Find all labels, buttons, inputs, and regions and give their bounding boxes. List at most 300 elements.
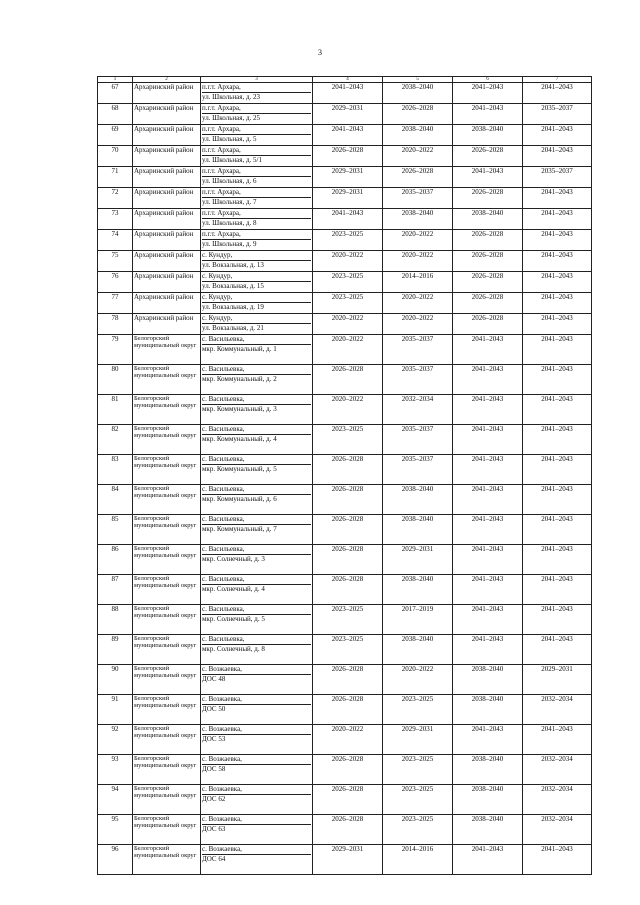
row-number-cell: 70 bbox=[98, 146, 133, 167]
period-cell-col7: 2041–2043 bbox=[523, 425, 592, 455]
period-cell-col7: 2041–2043 bbox=[523, 83, 592, 104]
period-cell-col5: 2035–2037 bbox=[383, 455, 453, 485]
period-cell-col7: 2035–2037 bbox=[523, 104, 592, 125]
period-cell-col6: 2038–2040 bbox=[453, 695, 523, 725]
address-cell bbox=[201, 815, 313, 845]
district-cell: Архаринский район bbox=[133, 314, 201, 335]
address-cell bbox=[201, 272, 313, 293]
table-row bbox=[98, 485, 592, 515]
address-line-1: с. Васильевка, bbox=[202, 335, 311, 345]
district-cell: Белогорский муниципальный округ bbox=[133, 455, 201, 485]
address-line-1: с. Васильевка, bbox=[202, 425, 311, 435]
header-cell: 5 bbox=[383, 77, 453, 83]
period-cell-col6: 2038–2040 bbox=[453, 209, 523, 230]
district-cell: Архаринский район bbox=[133, 293, 201, 314]
district-cell: Архаринский район bbox=[133, 125, 201, 146]
period-cell-col6: 2038–2040 bbox=[453, 755, 523, 785]
address-line-1: с. Кундур, bbox=[202, 314, 311, 324]
address-line-1: п.г.т. Архара, bbox=[202, 146, 311, 156]
address-line-1: с. Васильевка, bbox=[202, 395, 311, 405]
period-cell-col4: 2029–2031 bbox=[313, 167, 383, 188]
period-cell-col4: 2026–2028 bbox=[313, 785, 383, 815]
district-cell: Белогорский муниципальный округ bbox=[133, 635, 201, 665]
district-cell: Белогорский муниципальный округ bbox=[133, 695, 201, 725]
period-cell-col6: 2041–2043 bbox=[453, 104, 523, 125]
address-cell bbox=[201, 845, 313, 875]
period-cell-col4: 2026–2028 bbox=[313, 815, 383, 845]
period-cell-col5: 2038–2040 bbox=[383, 83, 453, 104]
period-cell-col5: 2035–2037 bbox=[383, 335, 453, 365]
period-cell-col6: 2041–2043 bbox=[453, 545, 523, 575]
row-number-cell: 84 bbox=[98, 485, 133, 515]
address-line-1: п.г.т. Архара, bbox=[202, 83, 311, 93]
address-line-1: с. Кундур, bbox=[202, 251, 311, 261]
table-row bbox=[98, 635, 592, 665]
period-cell-col5: 2023–2025 bbox=[383, 695, 453, 725]
period-cell-col7: 2041–2043 bbox=[523, 485, 592, 515]
address-cell bbox=[201, 665, 313, 695]
district-cell: Архаринский район bbox=[133, 251, 201, 272]
period-cell-col5: 2035–2037 bbox=[383, 425, 453, 455]
period-cell-col7: 2032–2034 bbox=[523, 755, 592, 785]
period-cell-col6: 2026–2028 bbox=[453, 146, 523, 167]
address-cell bbox=[201, 395, 313, 425]
district-cell: Архаринский район bbox=[133, 209, 201, 230]
address-line-1: с. Возжаевка, bbox=[202, 695, 311, 705]
district-cell: Белогорский муниципальный округ bbox=[133, 485, 201, 515]
header-cell: 1 bbox=[98, 77, 133, 83]
address-line-1: с. Васильевка, bbox=[202, 515, 311, 525]
period-cell-col7: 2041–2043 bbox=[523, 455, 592, 485]
period-cell-col7: 2041–2043 bbox=[523, 395, 592, 425]
address-line-1: с. Возжаевка, bbox=[202, 755, 311, 765]
district-cell: Белогорский муниципальный округ bbox=[133, 515, 201, 545]
period-cell-col4: 2029–2031 bbox=[313, 188, 383, 209]
address-cell bbox=[201, 515, 313, 545]
row-number-cell: 67 bbox=[98, 83, 133, 104]
period-cell-col4: 2026–2028 bbox=[313, 665, 383, 695]
address-cell bbox=[201, 83, 313, 104]
period-cell-col4: 2026–2028 bbox=[313, 695, 383, 725]
row-number-cell: 73 bbox=[98, 209, 133, 230]
address-cell bbox=[201, 545, 313, 575]
address-cell bbox=[201, 230, 313, 251]
address-cell bbox=[201, 635, 313, 665]
address-line-2: ДОС 48 bbox=[202, 674, 226, 683]
address-cell bbox=[201, 485, 313, 515]
period-cell-col6: 2038–2040 bbox=[453, 815, 523, 845]
page-number: 3 bbox=[318, 48, 322, 57]
address-line-2: ул. Вокзальная, д. 13 bbox=[202, 260, 264, 269]
period-cell-col6: 2041–2043 bbox=[453, 83, 523, 104]
period-cell-col7: 2041–2043 bbox=[523, 293, 592, 314]
district-cell: Белогорский муниципальный округ bbox=[133, 365, 201, 395]
address-line-2: ул. Вокзальная, д. 21 bbox=[202, 323, 264, 332]
address-line-1: с. Возжаевка, bbox=[202, 665, 311, 675]
district-cell: Белогорский муниципальный округ bbox=[133, 725, 201, 755]
period-cell-col4: 2023–2025 bbox=[313, 425, 383, 455]
table-row bbox=[98, 395, 592, 425]
address-line-1: с. Возжаевка, bbox=[202, 815, 311, 825]
address-cell bbox=[201, 695, 313, 725]
address-line-2: мкр. Солнечный, д. 3 bbox=[202, 554, 265, 563]
period-cell-col4: 2020–2022 bbox=[313, 725, 383, 755]
period-cell-col5: 2017–2019 bbox=[383, 605, 453, 635]
period-cell-col7: 2041–2043 bbox=[523, 335, 592, 365]
address-cell bbox=[201, 785, 313, 815]
address-cell bbox=[201, 455, 313, 485]
address-line-1: с. Возжаевка, bbox=[202, 785, 311, 795]
address-line-2: ул. Вокзальная, д. 19 bbox=[202, 302, 264, 311]
period-cell-col5: 2014–2016 bbox=[383, 845, 453, 875]
period-cell-col6: 2041–2043 bbox=[453, 395, 523, 425]
table-row bbox=[98, 230, 592, 251]
period-cell-col6: 2038–2040 bbox=[453, 665, 523, 695]
period-cell-col5: 2026–2028 bbox=[383, 167, 453, 188]
address-line-2: ДОС 64 bbox=[202, 854, 226, 863]
address-line-2: мкр. Коммунальный, д. 5 bbox=[202, 464, 277, 473]
address-line-2: ул. Школьная, д. 5 bbox=[202, 134, 257, 143]
period-cell-col4: 2041–2043 bbox=[313, 83, 383, 104]
period-cell-col5: 2023–2025 bbox=[383, 815, 453, 845]
address-line-1: с. Васильевка, bbox=[202, 575, 311, 585]
period-cell-col6: 2041–2043 bbox=[453, 335, 523, 365]
address-cell bbox=[201, 104, 313, 125]
table-row bbox=[98, 83, 592, 104]
address-cell bbox=[201, 575, 313, 605]
table-row bbox=[98, 545, 592, 575]
period-cell-col7: 2029–2031 bbox=[523, 665, 592, 695]
address-line-1: с. Васильевка, bbox=[202, 605, 311, 615]
row-number-cell: 87 bbox=[98, 575, 133, 605]
address-line-2: мкр. Солнечный, д. 4 bbox=[202, 584, 265, 593]
period-cell-col6: 2026–2028 bbox=[453, 230, 523, 251]
row-number-cell: 96 bbox=[98, 845, 133, 875]
period-cell-col5: 2038–2040 bbox=[383, 125, 453, 146]
table-row bbox=[98, 209, 592, 230]
period-cell-col6: 2026–2028 bbox=[453, 188, 523, 209]
address-line-2: ул. Школьная, д. 8 bbox=[202, 218, 257, 227]
period-cell-col5: 2020–2022 bbox=[383, 230, 453, 251]
period-cell-col7: 2041–2043 bbox=[523, 230, 592, 251]
district-cell: Белогорский муниципальный округ bbox=[133, 605, 201, 635]
period-cell-col4: 2023–2025 bbox=[313, 605, 383, 635]
address-line-2: ДОС 62 bbox=[202, 794, 226, 803]
table-row bbox=[98, 695, 592, 725]
address-cell bbox=[201, 314, 313, 335]
period-cell-col7: 2041–2043 bbox=[523, 209, 592, 230]
row-number-cell: 83 bbox=[98, 455, 133, 485]
table-row bbox=[98, 314, 592, 335]
period-cell-col4: 2029–2031 bbox=[313, 104, 383, 125]
address-line-1: п.г.т. Архара, bbox=[202, 230, 311, 240]
period-cell-col6: 2026–2028 bbox=[453, 293, 523, 314]
address-cell bbox=[201, 335, 313, 365]
row-number-cell: 94 bbox=[98, 785, 133, 815]
period-cell-col4: 2023–2025 bbox=[313, 272, 383, 293]
address-line-1: с. Возжаевка, bbox=[202, 725, 311, 735]
district-cell: Архаринский район bbox=[133, 188, 201, 209]
district-cell: Архаринский район bbox=[133, 167, 201, 188]
period-cell-col7: 2041–2043 bbox=[523, 575, 592, 605]
period-cell-col7: 2041–2043 bbox=[523, 605, 592, 635]
period-cell-col5: 2020–2022 bbox=[383, 293, 453, 314]
table-row bbox=[98, 605, 592, 635]
header-cell: 6 bbox=[453, 77, 523, 83]
address-cell bbox=[201, 188, 313, 209]
period-cell-col6: 2026–2028 bbox=[453, 314, 523, 335]
row-number-cell: 74 bbox=[98, 230, 133, 251]
row-number-cell: 80 bbox=[98, 365, 133, 395]
period-cell-col7: 2035–2037 bbox=[523, 167, 592, 188]
period-cell-col4: 2041–2043 bbox=[313, 125, 383, 146]
period-cell-col4: 2041–2043 bbox=[313, 209, 383, 230]
address-line-2: ул. Школьная, д. 6 bbox=[202, 176, 257, 185]
period-cell-col7: 2041–2043 bbox=[523, 515, 592, 545]
address-line-1: п.г.т. Архара, bbox=[202, 167, 311, 177]
table-row bbox=[98, 575, 592, 605]
address-line-2: ул. Школьная, д. 5/1 bbox=[202, 155, 262, 164]
period-cell-col6: 2041–2043 bbox=[453, 455, 523, 485]
district-cell: Архаринский район bbox=[133, 104, 201, 125]
period-cell-col7: 2041–2043 bbox=[523, 188, 592, 209]
address-line-1: с. Васильевка, bbox=[202, 485, 311, 495]
district-cell: Белогорский муниципальный округ bbox=[133, 575, 201, 605]
district-cell: Белогорский муниципальный округ bbox=[133, 425, 201, 455]
period-cell-col5: 2020–2022 bbox=[383, 665, 453, 695]
table-row bbox=[98, 845, 592, 875]
document-table bbox=[97, 76, 592, 875]
table-row bbox=[98, 755, 592, 785]
address-cell bbox=[201, 167, 313, 188]
table-row bbox=[98, 515, 592, 545]
period-cell-col4: 2026–2028 bbox=[313, 575, 383, 605]
table-row bbox=[98, 785, 592, 815]
period-cell-col5: 2026–2028 bbox=[383, 104, 453, 125]
address-cell bbox=[201, 755, 313, 785]
district-cell: Архаринский район bbox=[133, 146, 201, 167]
period-cell-col7: 2041–2043 bbox=[523, 125, 592, 146]
table-row bbox=[98, 251, 592, 272]
period-cell-col6: 2038–2040 bbox=[453, 125, 523, 146]
period-cell-col7: 2041–2043 bbox=[523, 365, 592, 395]
period-cell-col4: 2023–2025 bbox=[313, 230, 383, 251]
period-cell-col5: 2038–2040 bbox=[383, 485, 453, 515]
district-cell: Архаринский район bbox=[133, 272, 201, 293]
row-number-cell: 89 bbox=[98, 635, 133, 665]
table-row bbox=[98, 167, 592, 188]
district-cell: Белогорский муниципальный округ bbox=[133, 335, 201, 365]
period-cell-col5: 2032–2034 bbox=[383, 395, 453, 425]
period-cell-col6: 2041–2043 bbox=[453, 605, 523, 635]
address-cell bbox=[201, 425, 313, 455]
period-cell-col6: 2041–2043 bbox=[453, 725, 523, 755]
period-cell-col7: 2041–2043 bbox=[523, 146, 592, 167]
table-row bbox=[98, 293, 592, 314]
period-cell-col7: 2041–2043 bbox=[523, 635, 592, 665]
address-cell bbox=[201, 365, 313, 395]
row-number-cell: 77 bbox=[98, 293, 133, 314]
period-cell-col7: 2032–2034 bbox=[523, 785, 592, 815]
address-line-2: ДОС 63 bbox=[202, 824, 226, 833]
table-row bbox=[98, 335, 592, 365]
row-number-cell: 68 bbox=[98, 104, 133, 125]
period-cell-col4: 2026–2028 bbox=[313, 515, 383, 545]
period-cell-col5: 2038–2040 bbox=[383, 635, 453, 665]
address-line-2: мкр. Коммунальный, д. 3 bbox=[202, 404, 277, 413]
address-cell bbox=[201, 293, 313, 314]
address-line-2: ДОС 50 bbox=[202, 704, 226, 713]
header-cell: 3 bbox=[201, 77, 313, 83]
district-cell: Архаринский район bbox=[133, 83, 201, 104]
address-line-2: мкр. Коммунальный, д. 6 bbox=[202, 494, 277, 503]
period-cell-col5: 2020–2022 bbox=[383, 146, 453, 167]
period-cell-col4: 2026–2028 bbox=[313, 545, 383, 575]
period-cell-col5: 2023–2025 bbox=[383, 755, 453, 785]
district-cell: Белогорский муниципальный округ bbox=[133, 845, 201, 875]
period-cell-col4: 2026–2028 bbox=[313, 455, 383, 485]
address-cell bbox=[201, 146, 313, 167]
address-line-2: мкр. Коммунальный, д. 7 bbox=[202, 524, 277, 533]
row-number-cell: 95 bbox=[98, 815, 133, 845]
row-number-cell: 92 bbox=[98, 725, 133, 755]
address-line-1: с. Возжаевка, bbox=[202, 845, 311, 855]
table-body bbox=[98, 83, 592, 875]
table-row bbox=[98, 104, 592, 125]
period-cell-col5: 2020–2022 bbox=[383, 314, 453, 335]
period-cell-col4: 2026–2028 bbox=[313, 365, 383, 395]
period-cell-col7: 2032–2034 bbox=[523, 815, 592, 845]
district-cell: Белогорский муниципальный округ bbox=[133, 815, 201, 845]
address-line-2: ул. Школьная, д. 25 bbox=[202, 113, 261, 122]
address-line-2: ул. Школьная, д. 9 bbox=[202, 239, 257, 248]
table-row bbox=[98, 146, 592, 167]
period-cell-col5: 2038–2040 bbox=[383, 209, 453, 230]
table-row bbox=[98, 188, 592, 209]
period-cell-col6: 2026–2028 bbox=[453, 272, 523, 293]
address-line-1: с. Кундур, bbox=[202, 293, 311, 303]
period-cell-col6: 2041–2043 bbox=[453, 425, 523, 455]
address-line-2: мкр. Солнечный, д. 8 bbox=[202, 644, 265, 653]
address-line-2: ул. Школьная, д. 7 bbox=[202, 197, 257, 206]
row-number-cell: 90 bbox=[98, 665, 133, 695]
row-number-cell: 75 bbox=[98, 251, 133, 272]
district-cell: Белогорский муниципальный округ bbox=[133, 785, 201, 815]
header-cell: 4 bbox=[313, 77, 383, 83]
period-cell-col5: 2014–2016 bbox=[383, 272, 453, 293]
period-cell-col6: 2038–2040 bbox=[453, 785, 523, 815]
period-cell-col6: 2041–2043 bbox=[453, 365, 523, 395]
address-cell bbox=[201, 251, 313, 272]
address-line-2: мкр. Коммунальный, д. 4 bbox=[202, 434, 277, 443]
address-cell bbox=[201, 209, 313, 230]
period-cell-col4: 2020–2022 bbox=[313, 395, 383, 425]
table-row bbox=[98, 815, 592, 845]
period-cell-col6: 2041–2043 bbox=[453, 485, 523, 515]
period-cell-col6: 2026–2028 bbox=[453, 251, 523, 272]
address-line-2: ДОС 53 bbox=[202, 734, 226, 743]
address-line-2: мкр. Коммунальный, д. 1 bbox=[202, 344, 277, 353]
address-line-1: с. Васильевка, bbox=[202, 545, 311, 555]
period-cell-col6: 2041–2043 bbox=[453, 167, 523, 188]
period-cell-col4: 2023–2025 bbox=[313, 635, 383, 665]
period-cell-col7: 2041–2043 bbox=[523, 272, 592, 293]
district-cell: Белогорский муниципальный округ bbox=[133, 395, 201, 425]
address-line-2: ул. Школьная, д. 23 bbox=[202, 92, 261, 101]
period-cell-col4: 2020–2022 bbox=[313, 335, 383, 365]
period-cell-col4: 2026–2028 bbox=[313, 485, 383, 515]
period-cell-col4: 2026–2028 bbox=[313, 146, 383, 167]
period-cell-col5: 2038–2040 bbox=[383, 515, 453, 545]
row-number-cell: 91 bbox=[98, 695, 133, 725]
address-line-1: п.г.т. Архара, bbox=[202, 188, 311, 198]
period-cell-col6: 2041–2043 bbox=[453, 575, 523, 605]
period-cell-col4: 2020–2022 bbox=[313, 251, 383, 272]
address-cell bbox=[201, 605, 313, 635]
address-line-1: п.г.т. Архара, bbox=[202, 125, 311, 135]
address-line-2: мкр. Солнечный, д. 5 bbox=[202, 614, 265, 623]
row-number-cell: 69 bbox=[98, 125, 133, 146]
period-cell-col7: 2032–2034 bbox=[523, 695, 592, 725]
period-cell-col5: 2029–2031 bbox=[383, 545, 453, 575]
row-number-cell: 85 bbox=[98, 515, 133, 545]
district-cell: Белогорский муниципальный округ bbox=[133, 545, 201, 575]
address-line-1: п.г.т. Архара, bbox=[202, 104, 311, 114]
period-cell-col6: 2041–2043 bbox=[453, 515, 523, 545]
address-line-1: с. Васильевка, bbox=[202, 365, 311, 375]
header-cell: 7 bbox=[523, 77, 592, 83]
period-cell-col7: 2041–2043 bbox=[523, 251, 592, 272]
row-number-cell: 71 bbox=[98, 167, 133, 188]
period-cell-col6: 2041–2043 bbox=[453, 635, 523, 665]
table-row bbox=[98, 665, 592, 695]
period-cell-col5: 2023–2025 bbox=[383, 785, 453, 815]
period-cell-col4: 2023–2025 bbox=[313, 293, 383, 314]
table-row bbox=[98, 425, 592, 455]
table-row bbox=[98, 455, 592, 485]
address-line-2: мкр. Коммунальный, д. 2 bbox=[202, 374, 277, 383]
district-cell: Белогорский муниципальный округ bbox=[133, 665, 201, 695]
address-cell bbox=[201, 725, 313, 755]
address-line-1: с. Васильевка, bbox=[202, 455, 311, 465]
row-number-cell: 93 bbox=[98, 755, 133, 785]
period-cell-col7: 2041–2043 bbox=[523, 845, 592, 875]
address-line-2: ул. Вокзальная, д. 15 bbox=[202, 281, 264, 290]
district-cell: Архаринский район bbox=[133, 230, 201, 251]
row-number-cell: 72 bbox=[98, 188, 133, 209]
address-cell bbox=[201, 125, 313, 146]
table-row bbox=[98, 125, 592, 146]
address-line-1: п.г.т. Архара, bbox=[202, 209, 311, 219]
address-line-1: с. Кундур, bbox=[202, 272, 311, 282]
period-cell-col7: 2041–2043 bbox=[523, 545, 592, 575]
period-cell-col4: 2026–2028 bbox=[313, 755, 383, 785]
district-cell: Белогорский муниципальный округ bbox=[133, 755, 201, 785]
row-number-cell: 82 bbox=[98, 425, 133, 455]
row-number-cell: 88 bbox=[98, 605, 133, 635]
period-cell-col6: 2041–2043 bbox=[453, 845, 523, 875]
period-cell-col4: 2020–2022 bbox=[313, 314, 383, 335]
address-line-1: с. Васильевка, bbox=[202, 635, 311, 645]
row-number-cell: 78 bbox=[98, 314, 133, 335]
period-cell-col5: 2020–2022 bbox=[383, 251, 453, 272]
row-number-cell: 76 bbox=[98, 272, 133, 293]
period-cell-col4: 2029–2031 bbox=[313, 845, 383, 875]
period-cell-col5: 2035–2037 bbox=[383, 188, 453, 209]
period-cell-col7: 2041–2043 bbox=[523, 314, 592, 335]
row-number-cell: 86 bbox=[98, 545, 133, 575]
address-line-2: ДОС 58 bbox=[202, 764, 226, 773]
